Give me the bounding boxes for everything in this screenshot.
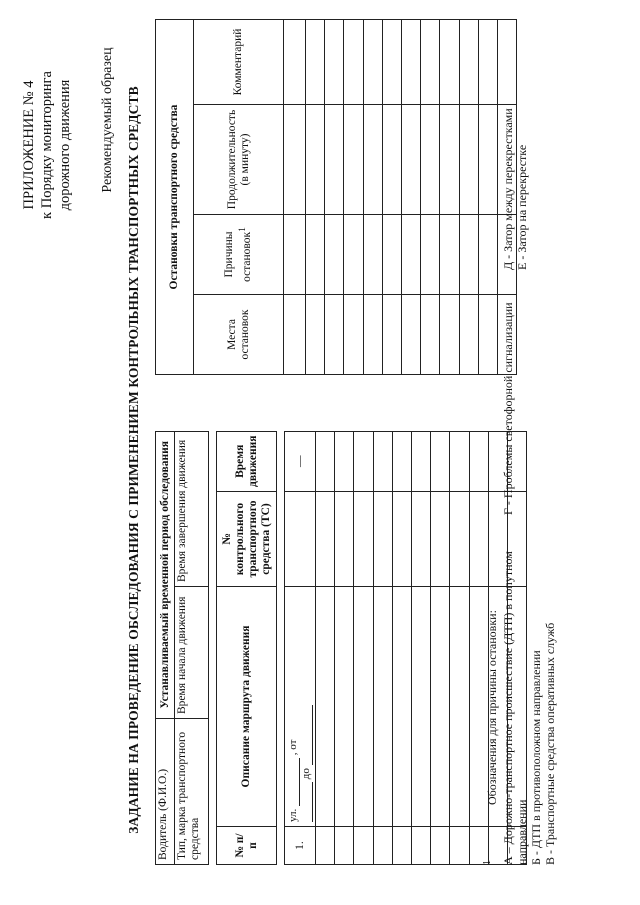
- legend-title: Обозначения для причины остановки:: [485, 610, 499, 805]
- to-blank: [312, 705, 313, 765]
- appendix-ref-1: к Порядку мониторинга: [39, 71, 55, 219]
- appendix-ref-2: дорожного движения: [57, 79, 73, 211]
- street-label: ул.: [287, 808, 299, 822]
- recommended-sample: Рекомендуемый образец: [100, 47, 115, 193]
- appendix-header: [20, 25, 74, 265]
- col-travel-time-header: Время движения: [217, 431, 277, 491]
- appendix-title: ПРИЛОЖЕНИЕ № 4: [21, 80, 37, 210]
- col-route-header: Описание маршрута движения: [217, 587, 277, 827]
- stops-table: [155, 19, 517, 375]
- row-1-vehicle-no: [285, 492, 316, 587]
- legend-b: Б - ДТП в противоположном направлении: [529, 650, 543, 865]
- end-time-cell: Время завершения движения: [175, 431, 209, 586]
- col-comment-header: Комментарий: [194, 20, 284, 105]
- vehicle-type-cell: Тип, марка транспортного средства: [175, 719, 209, 865]
- footnote-sup: 1: [237, 227, 249, 232]
- legend-a: А – Дорожно-транспортное происшествие (ДТП) в попутном направлении: [501, 551, 529, 865]
- legend-col-3: [501, 30, 529, 270]
- driver-cell: Водитель (Ф.И.О.): [156, 719, 175, 865]
- stops-header: Остановки транспортного средства: [156, 20, 194, 375]
- row-1-route: [285, 587, 316, 827]
- start-time-cell: Время начала движения: [175, 587, 209, 719]
- col-duration-header: Продолжительность (в минуту): [194, 105, 284, 215]
- col-reasons-header: Причины остановок$^1$: [194, 215, 284, 295]
- from-blank: [312, 782, 313, 822]
- legend-notes: [482, 25, 557, 865]
- col-num-header: № п/п: [217, 827, 277, 865]
- legend-g: Г - Проблемы светофорной сигнализации: [501, 302, 515, 515]
- footnote-mark: 1: [482, 860, 493, 865]
- legend-d: Д - Затор между перекрестками: [501, 108, 515, 270]
- route-table: [155, 431, 527, 865]
- spacer-row: [209, 431, 217, 864]
- row-1-travel-time: —: [285, 431, 316, 491]
- spacer-row: [277, 431, 285, 864]
- period-header: Устанавливаемый временной период обследования: [156, 431, 175, 718]
- legend-v: В - Транспортные средства оперативных служб: [543, 622, 557, 865]
- row-1-num: 1.: [285, 827, 316, 865]
- street-blank: [299, 758, 300, 806]
- from-label: , от: [287, 739, 299, 756]
- document-title: ЗАДАНИЕ НА ПРОВЕДЕНИЕ ОБСЛЕДОВАНИЯ С ПРИМЕНЕНИЕМ КОНТРОЛЬНЫХ ТРАНСПОРТНЫХ СРЕДСТВ: [126, 86, 141, 834]
- legend-col-1: [501, 535, 557, 865]
- legend-e: Е - Затор на перекрестке: [515, 144, 529, 270]
- col-places-header: Места остановок: [194, 295, 284, 375]
- to-label: до: [300, 768, 312, 780]
- legend-col-2: [501, 275, 515, 515]
- col-vehicle-no-header: № контрольного транспортного средства (ТС): [217, 492, 277, 587]
